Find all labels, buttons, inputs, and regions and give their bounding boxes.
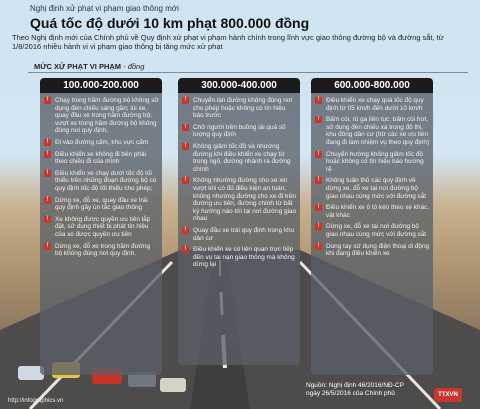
- divider: [28, 72, 468, 73]
- violation-item: [181, 177, 297, 223]
- source-line: Nguồn: Nghị định 46/2016/NĐ-CP: [306, 382, 404, 389]
- warning-icon: !: [315, 151, 322, 158]
- page-title: Quá tốc độ dưới 10 km phạt 800.000 đồng: [30, 15, 310, 31]
- warning-icon: !: [44, 151, 51, 158]
- warning-icon: !: [182, 227, 189, 234]
- violation-item: [43, 97, 159, 135]
- violation-item: [181, 143, 297, 173]
- violation-text: Điều khiển xe ô tô kéo theo xe khác, vật khác: [326, 204, 430, 219]
- fine-column-3: [311, 79, 433, 375]
- violation-item: [314, 116, 430, 146]
- violation-list: [314, 97, 430, 262]
- fine-level-unit: - đồng: [123, 62, 145, 71]
- column-heading: 600.000-800.000: [311, 78, 433, 93]
- violation-item: [314, 177, 430, 200]
- publisher-logo: TTXVN: [434, 388, 462, 402]
- warning-icon: !: [182, 97, 189, 104]
- column-heading: 300.000-400.000: [178, 78, 300, 93]
- violation-item: [181, 246, 297, 269]
- violation-item: [314, 97, 430, 112]
- violation-item: [43, 197, 159, 212]
- warning-icon: !: [315, 243, 322, 250]
- violation-item: [181, 124, 297, 139]
- violation-item: [43, 151, 159, 166]
- violation-text: Dùng tay sử dụng điện thoại di động khi đang điều khiển xe: [326, 242, 430, 258]
- violation-text: Không giảm tốc độ và nhường đường khi điều khiển xe chạy từ trong ngõ, đường nhánh ra đường chính: [193, 142, 291, 173]
- fine-column-1: [40, 79, 162, 375]
- violation-text: Dừng xe, đỗ xe, quay đầu xe trái quy định gây ùn tắc giao thông: [55, 196, 148, 212]
- violation-item: [43, 216, 159, 239]
- violation-text: Bấm còi, rú ga liên tục; bấm còi hơi, sử dụng đèn chiếu xa trong đô thị, khu đông dân cư (trừ các xe ưu tiên đang đi làm nhiệm vụ theo quy định): [326, 116, 430, 146]
- warning-icon: !: [315, 204, 322, 211]
- warning-icon: !: [44, 139, 51, 146]
- violation-item: [314, 243, 430, 258]
- source-note: [306, 382, 404, 398]
- warning-icon: !: [182, 143, 189, 150]
- warning-icon: !: [182, 246, 189, 253]
- violation-item: [181, 97, 297, 120]
- violation-text: Điều khiển xe có liên quan trực tiếp đến vụ tai nạn giao thông mà không dừng lại: [193, 246, 295, 269]
- column-heading: 100.000-200.000: [40, 78, 162, 93]
- warning-icon: !: [44, 216, 51, 223]
- warning-icon: !: [182, 177, 189, 184]
- violation-text: Chở người trên buồng lái quá số lượng quy định: [193, 123, 286, 139]
- warning-icon: !: [182, 124, 189, 131]
- warning-icon: !: [315, 177, 322, 184]
- violation-text: Xe không được quyền ưu tiên lắp đặt, sử dụng thiết bị phát tín hiệu của xe được quyền ưu tiên: [55, 215, 151, 238]
- violation-text: Điều khiển xe không đi bên phải theo chiều đi của mình: [55, 150, 146, 166]
- fine-level-main: MỨC XỬ PHẠT VI PHẠM: [34, 62, 122, 71]
- violation-item: [181, 227, 297, 242]
- warning-icon: !: [44, 97, 51, 104]
- warning-icon: !: [44, 170, 51, 177]
- car-icon: [160, 378, 186, 392]
- violation-text: Chạy trong hầm đường bộ không sử dụng đèn chiếu sáng gần; lùi xe, quay đầu xe trong hầm đường bộ; vượt xe trong hầm đường bộ không đúng nơi quy định;: [55, 97, 159, 135]
- violation-list: [43, 97, 159, 262]
- intro-text: Theo Nghị định mới của Chính phủ về Quy định xử phạt vi phạm hành chính trong lĩnh vực giao thông đường bộ và đường sắt, từ 1/8/2016 nhiều hành vi vi phạm giao thông bị tăng mức xử phạt: [12, 33, 444, 51]
- fine-level-label: [34, 62, 144, 71]
- violation-item: [314, 204, 430, 219]
- warning-icon: !: [44, 243, 51, 250]
- violation-text: Dừng xe, đỗ xe tại nơi đường bộ giao nhau cùng mức với đường sắt: [326, 223, 427, 238]
- violation-text: Điều khiển xe chạy quá tốc độ quy định từ 05 km/h đến dưới 10 km/h: [326, 97, 424, 112]
- source-line: ngày 26/5/2016 của Chính phủ: [306, 390, 395, 397]
- violation-item: [314, 151, 430, 174]
- warning-icon: !: [315, 116, 322, 123]
- warning-icon: !: [315, 97, 322, 104]
- violation-item: [43, 139, 159, 147]
- violation-list: [181, 97, 297, 273]
- header-subtitle: Nghị định xử phạt vi phạm giao thông mới: [30, 4, 179, 13]
- violation-text: Chuyển làn đường không đúng nơi cho phép hoặc không có tín hiệu báo trước: [193, 97, 293, 120]
- violation-item: [43, 170, 159, 193]
- violation-text: Chuyển hướng không giảm tốc độ hoặc không có tín hiệu báo hướng rẽ: [326, 150, 424, 173]
- violation-text: Quay đầu xe trái quy định trong khu dân cư: [193, 226, 295, 242]
- warning-icon: !: [44, 197, 51, 204]
- violation-item: [43, 243, 159, 258]
- violation-text: Dừng xe, đỗ xe trong hầm đường bộ không đúng nơi quy định.: [55, 242, 151, 258]
- violation-text: Điều khiển xe chạy dưới tốc độ tối thiểu trên những đoạn đường bộ có quy định tốc độ tối thiểu cho phép;: [55, 169, 157, 192]
- fine-column-2: [178, 79, 300, 365]
- site-url[interactable]: http://infographics.vn: [8, 398, 64, 404]
- violation-text: Đi vào đường cấm, khu vực cấm: [55, 138, 149, 146]
- violation-item: [314, 223, 430, 238]
- violation-text: Không tuân thủ các quy định về dừng xe, đỗ xe tại nơi đường bộ giao nhau cùng mức với đường sắt: [326, 177, 427, 200]
- violation-text: Không nhường đường cho xe xin vượt khi có đủ điều kiện an toàn; không nhường đường cho xe đi trên đường ưu tiên, đường chính từ bất kỳ hướng nào tới tại nơi đường giao nhau: [193, 177, 297, 223]
- warning-icon: !: [315, 223, 322, 230]
